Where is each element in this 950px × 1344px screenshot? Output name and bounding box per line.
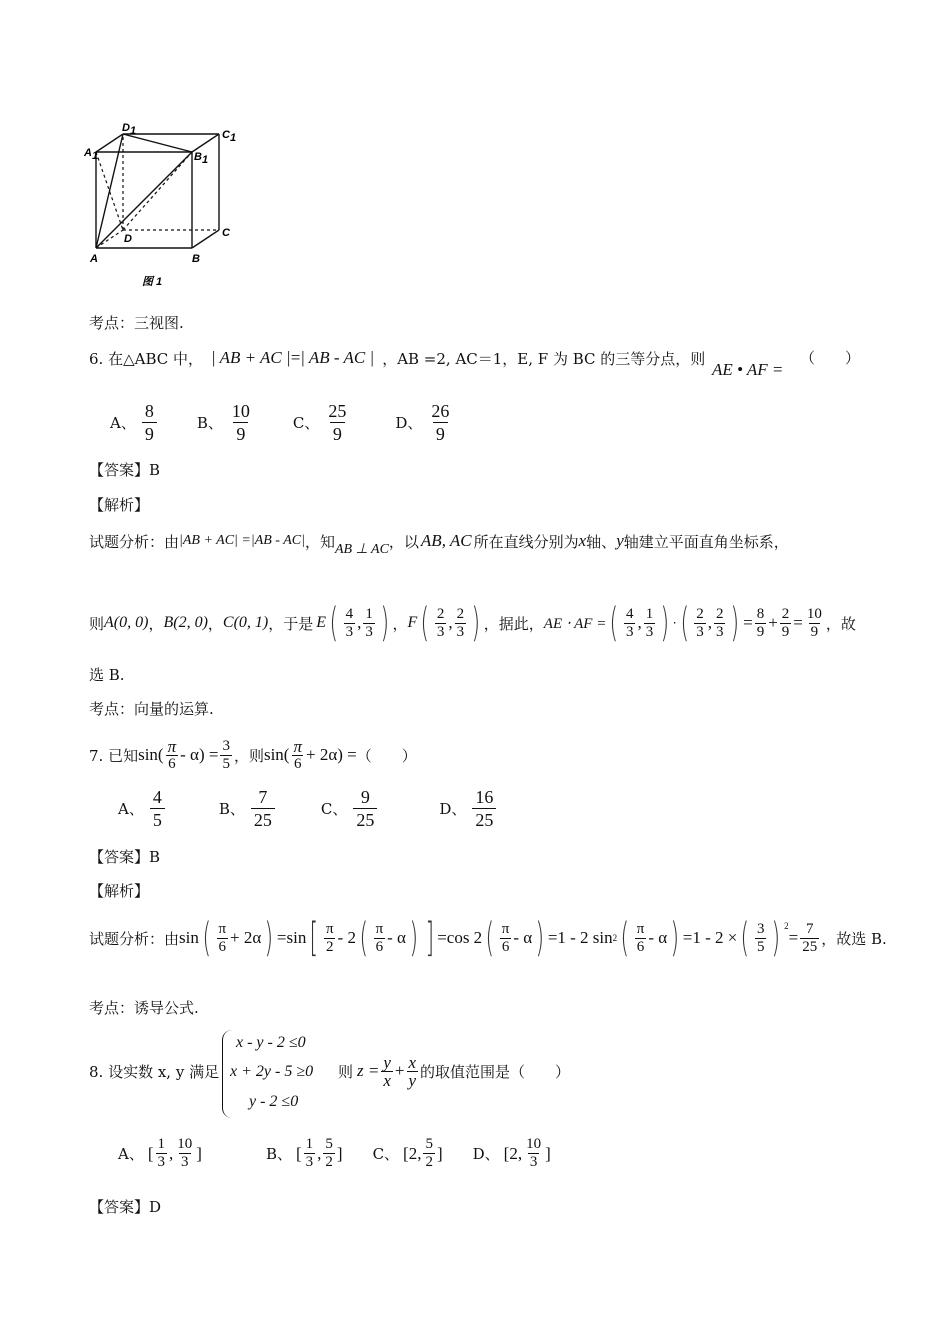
numerator: 2 [715,605,724,622]
sep: , [637,613,642,632]
denominator: y [408,1070,417,1090]
math-dot: AE ⋅ AF = [543,615,607,632]
text: ，据此， [483,614,544,633]
q8-sys3: y - 2 ≤0 [249,1093,299,1110]
q7-answer: 【答案】B [89,848,161,866]
text: ， [148,614,164,633]
denominator: 9 [142,422,157,445]
minus-2: - 2 [337,928,356,947]
vertex-c1-sub: 1 [230,132,237,144]
q6-blank: （ ） [800,349,861,367]
eq: = [788,928,799,947]
denominator: 9 [233,422,248,445]
q6-cond-right: | AB - AC | [300,348,375,367]
sep: , [707,613,712,632]
q6-analysis-line3: 选 B. [89,666,125,684]
point-c: C(0, 1) [222,614,269,631]
denominator: 3 [436,623,445,640]
numerator: 10 [231,401,250,421]
q8-target [338,1048,570,1094]
option-label: B、 [218,800,245,818]
dot-symbol: ⋅ [672,615,677,630]
eq-sin: =sin [276,928,307,947]
text: ， [392,614,408,633]
denominator: 2 [425,1154,433,1170]
option-label: A、 [110,414,136,432]
denominator: 3 [645,623,654,640]
numerator: 4 [152,787,162,807]
numerator: 2 [436,605,445,622]
option-label: A、 [118,1145,144,1163]
numerator: 4 [345,605,354,622]
bracket: [ [147,1143,154,1163]
vertex-a1: A [84,147,92,159]
text: 轴、 [586,532,617,551]
q7-stem [89,730,417,780]
text: 试题分析：由 [89,532,180,551]
plus: + [394,1061,405,1080]
denominator: 9 [330,422,345,445]
numerator: 4 [625,605,634,622]
numerator: 3 [222,737,230,754]
q8-sys2: x + 2y - 5 ≥0 [230,1063,314,1080]
vertex-a1-sub: 1 [92,150,99,162]
option-label: C、 [320,800,348,818]
minus-alpha: - α [387,928,406,947]
eq: = [793,613,803,632]
sep: , [317,1143,322,1163]
q6-answer: 【答案】B [89,461,161,479]
denominator: 2 [325,938,334,955]
denominator: 3 [715,623,724,640]
vertex-d1-sub: 1 [130,125,137,137]
numerator: π [501,920,510,937]
cube-figure [82,122,252,292]
vertex-b1: B [194,151,202,163]
math-perp: AB ⊥ AC [334,541,389,557]
q6-option-c[interactable] [293,400,351,445]
math-z: z = [357,1061,380,1080]
q6-analysis-line1 [89,526,789,556]
q8-option-c[interactable] [373,1136,443,1171]
denominator: 25 [353,808,377,831]
denominator: 6 [636,938,645,955]
denominator: 9 [756,623,765,640]
q7-kaodian: 考点：诱导公式. [89,999,199,1017]
denominator: 6 [501,938,510,955]
option-label: C、 [292,414,320,432]
eq-cos: =cos 2 [437,928,483,947]
denominator: 3 [529,1154,538,1170]
math-cond: |AB + AC| =|AB - AC| [179,533,305,548]
bracket: [ [295,1143,302,1163]
q6-cond-eq: = [290,348,301,367]
q6-stem-pre: 6. 在△ABC 中， [89,349,203,368]
denominator: 2 [325,1154,333,1170]
q8-options [118,1136,599,1171]
numerator: 10 [526,1136,542,1152]
q7-option-a[interactable] [118,786,167,831]
denominator: 5 [756,938,765,955]
denominator: 3 [625,623,634,640]
denominator: 9 [810,623,819,640]
square: 2 [612,933,618,943]
numerator: 8 [756,605,765,622]
q7-option-c[interactable] [321,786,379,831]
numerator: 7 [805,920,814,937]
q6-jiexi: 【解析】 [89,496,150,514]
denominator: 9 [433,422,448,445]
numerator: π [375,920,384,937]
denominator: 3 [696,623,704,640]
q7-option-b[interactable] [219,786,277,831]
numerator: 5 [325,1136,333,1152]
q8-option-a[interactable] [118,1136,202,1171]
denominator: 25 [251,808,275,831]
option-label: A、 [118,800,144,818]
vertex-a: A [90,253,98,265]
q6-kaodian: 考点：向量的运算. [89,700,214,718]
point-a: A(0, 0) [104,614,149,631]
vertex-d: D [124,233,132,245]
denominator: 25 [472,808,496,831]
sin: sin( [138,745,164,764]
numerator: 3 [756,920,765,937]
q7-options [118,786,546,831]
text: ，故 [825,614,856,633]
numerator: π [293,736,302,756]
numerator: 2 [781,605,790,622]
minus-alpha: - α [513,928,533,947]
numerator: 9 [360,787,370,807]
denominator: 6 [218,938,226,955]
numerator: 2 [456,605,465,622]
plus: + [768,613,778,632]
q6-target: AE • AF = [712,360,784,379]
option-label: D、 [395,414,423,432]
q6-option-a[interactable] [110,400,159,445]
text: ，以 [388,532,419,551]
text: 则 [338,1062,354,1081]
option-label: B、 [265,1145,292,1163]
text: 试题分析：由 [89,929,180,948]
bracket: ] [196,1143,202,1163]
vertex-b: B [192,253,200,265]
bracket: ] [545,1143,551,1163]
math-ab-ac: AB, AC [420,531,472,550]
sep: , [169,1143,174,1163]
numerator: 1 [645,605,654,622]
numerator: 1 [305,1136,314,1152]
denominator: 25 [802,938,818,955]
denominator: 5 [150,808,165,831]
numerator: 16 [475,787,494,807]
denominator: 3 [305,1154,314,1170]
q6-option-b[interactable] [197,400,255,445]
q8-option-d[interactable] [473,1136,551,1171]
text: 轴建立平面直角坐标系， [623,532,789,551]
text: ，于是 [268,614,314,633]
q8-sys1: x - y - 2 ≤0 [236,1034,306,1051]
blank: （ ） [356,746,417,765]
denominator: 6 [168,755,176,772]
minus-alpha: - α [648,928,668,947]
denominator: 3 [365,623,373,640]
q8-option-b[interactable] [266,1136,343,1171]
denominator: 3 [157,1154,166,1170]
vertex-c: C [222,227,230,239]
numerator: π [636,920,645,937]
numerator: 7 [258,787,268,807]
numerator: 25 [328,401,347,421]
denominator: 3 [456,623,465,640]
bracket: ] [336,1143,343,1163]
denominator: 6 [293,755,302,772]
q6-stem-mid: ，AB =2, AC＝1，E, F 为 BC 的三等分点，则 [382,349,706,368]
minus-alpha: - α) = [180,745,219,764]
text: ，则 [233,746,264,765]
figure-caption: 图 1 [142,276,163,288]
square: 2 [784,921,789,931]
numerator: x [408,1052,417,1072]
text: 则 [89,614,105,633]
numerator: 10 [177,1136,193,1152]
math-y: y [616,531,624,550]
eq: = [743,613,753,632]
option-label: D、 [439,800,467,818]
sep: , [448,613,453,632]
q8-answer: 【答案】D [89,1198,162,1216]
q6-analysis-line2: 则 A(0, 0) ， B(2, 0) ， C(0, 1) ，于是 E ( $\frac{4}{3}$ , $\frac{1}{3}$ ) ， F ( $\frac{2}{3}$ , $\frac{2}{3}$ ) ，据此， AE ⋅ AF = ( $\frac{4}{3}$ , $\frac{1}{3}$ ) ⋅ ( $\frac{2}{3}$ , $\frac{2}{3}$ ) = $\frac{8}{9}$ + $\frac{2}{9}$ = $\frac{10}{9}$ ，故 [89,600,856,646]
text: ，故选 B. [821,929,887,948]
vertex-c1: C [222,129,230,141]
numerator: 5 [425,1136,433,1152]
point-f: F [407,614,418,631]
denominator: 5 [222,755,230,772]
numerator: 8 [144,401,154,421]
sep: , [357,613,362,632]
denominator: 6 [375,938,384,955]
denominator: 9 [781,623,790,640]
denominator: 3 [181,1154,189,1170]
point-b: B(2, 0) [163,614,208,631]
numerator: 1 [157,1136,166,1152]
option-label: B、 [196,414,223,432]
q7-analysis: 试题分析：由 sin ( $\frac{\pi}{6}$ + 2α ) =sin [ $\frac{\pi}{2}$ - 2 ( $\frac{\pi}{6}$ - α ) ] =cos 2 ( $\frac{\pi}{6}$ - α ) =1 - 2 sin 2 ( $\frac{\pi}{6}$ - α ) =1 - 2 × ( $\frac{3}{5}$ ) $^2$ = $\frac{7}{25}$ ，故选 B. [89,915,887,961]
q6-cond-left: | AB + AC | [211,348,291,367]
numerator: π [167,736,177,756]
q6-option-d[interactable] [395,400,454,445]
option-label: D、 [472,1145,500,1163]
sin: sin [179,928,199,947]
text: ，知 [304,532,335,551]
vertex-d1: D [122,122,130,134]
text: ， [207,614,223,633]
numerator: 26 [431,401,450,421]
bracket: [2, [503,1143,523,1163]
q7-jiexi: 【解析】 [89,882,150,900]
one-minus-2sin: =1 - 2 sin [547,928,613,947]
point-e: E [316,614,327,631]
denominator: 3 [345,623,354,640]
text: 所在直线分别为 [473,532,579,551]
q6-stem [89,344,705,372]
bracket: [2, [403,1143,422,1163]
numerator: 10 [806,605,822,622]
q6-options [110,400,502,445]
plus-2alpha: + 2α) = [306,745,357,764]
math-x: x [578,531,587,550]
numerator: 1 [365,605,373,622]
option-label: C、 [372,1145,400,1163]
text: 的取值范围是（ ） [420,1062,571,1081]
vertex-b1-sub: 1 [202,154,209,166]
numerator: π [325,920,334,937]
numerator: 2 [696,605,704,622]
q8-stem-pre: 8. 设实数 x, y 满足 [89,1063,220,1081]
numerator: y [383,1052,391,1072]
bracket: ] [436,1143,443,1163]
q5-kaodian: 考点：三视图. [89,314,184,332]
numerator: π [218,920,227,937]
plus-2alpha: + 2α [230,928,262,947]
text: 7. 已知 [89,746,139,765]
one-minus-2x: =1 - 2 × [682,928,738,947]
sin: sin( [263,745,290,764]
q7-option-d[interactable] [439,786,498,831]
denominator: x [383,1070,391,1090]
